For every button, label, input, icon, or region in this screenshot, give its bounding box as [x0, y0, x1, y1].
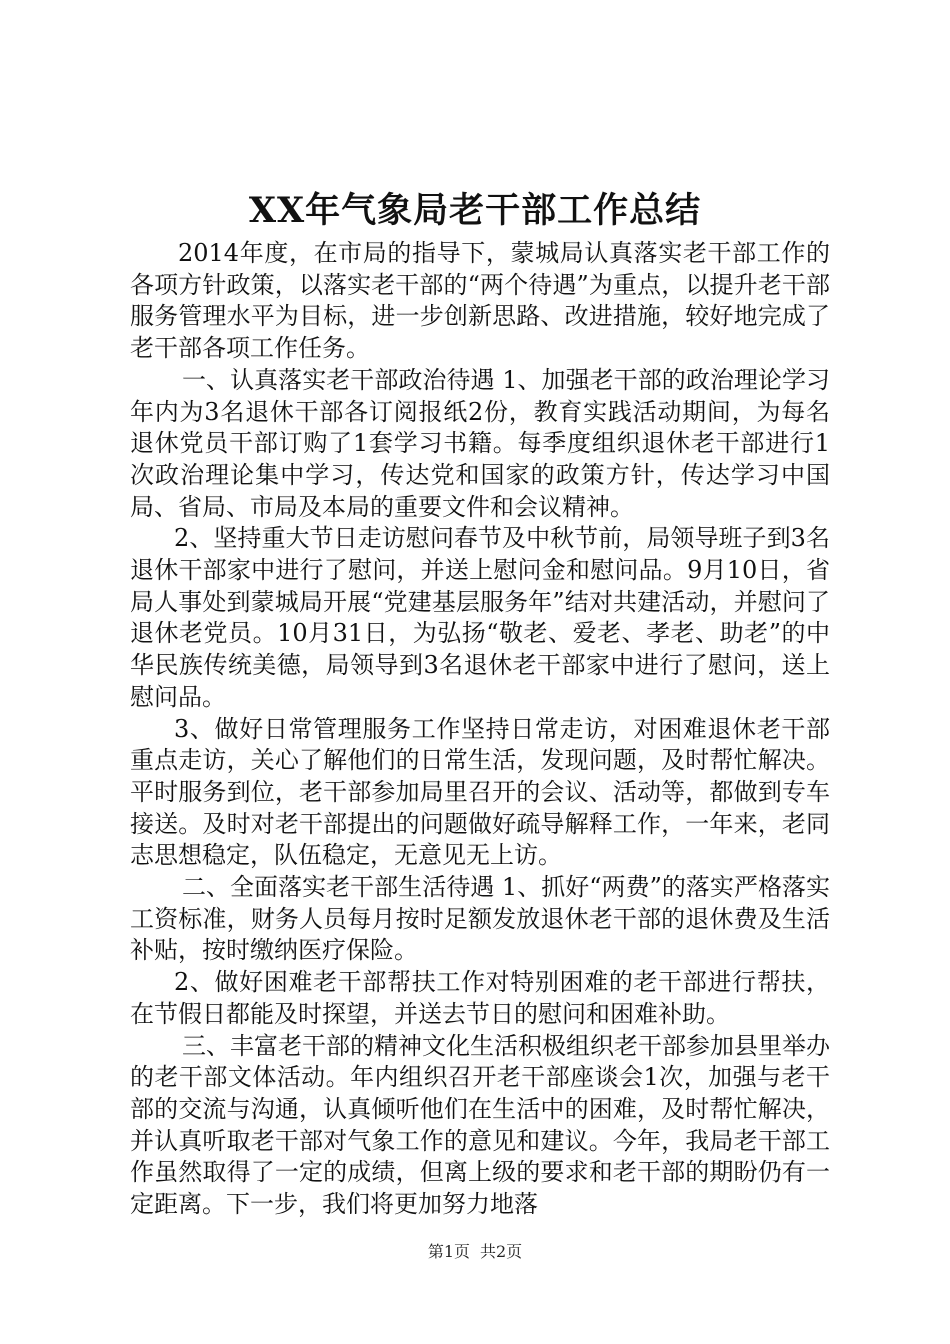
- paragraph-section-3: 三、丰富老干部的精神文化生活积极组织老干部参加县里举办的老干部文体活动。年内组织召开老干部座谈会1次，加强与老干部的交流与沟通，认真倾听他们在生活中的困难，及时帮忙解决，并认真听取老干部对气象工作的意见和建议。今年，我局老干部工作虽然取得了一定的成绩，但离上级的要求和老干部的期盼仍有一定距离。下一步，我们将更加努力地落: [130, 1031, 830, 1219]
- paragraph-section-1-item-3: 3、做好日常管理服务工作坚持日常走访，对困难退休老干部重点走访，关心了解他们的日常生活，发现问题，及时帮忙解决。平时服务到位，老干部参加局里召开的会议、活动等，都做到专车接送。及时对老干部提出的问题做好疏导解释工作，一年来，老同志思想稳定，队伍稳定，无意见无上访。: [130, 714, 830, 870]
- paragraph-intro: 2014年度，在市局的指导下，蒙城局认真落实老干部工作的各项方针政策，以落实老干部的“两个待遇”为重点，以提升老干部服务管理水平为目标，进一步创新思路、改进措施，较好地完成了老干部各项工作任务。: [130, 239, 830, 363]
- paragraph-section-2-item-2: 2、做好困难老干部帮扶工作对特别困难的老干部进行帮扶，在节假日都能及时探望，并送去节日的慰问和困难补助。: [130, 968, 830, 1028]
- document-title: XX年气象局老干部工作总结: [248, 190, 702, 231]
- page-footer: [0, 1242, 950, 1262]
- document-body: [130, 238, 830, 1221]
- paragraph-section-1-item-2: 2、坚持重大节日走访慰问春节及中秋节前，局领导班子到3名退休干部家中进行了慰问，并送上慰问金和慰问品。9月10日，省局人事处到蒙城局开展“党建基层服务年”结对共建活动，并慰问了退休老党员。10月31日，为弘扬“敬老、爱老、孝老、助老”的中华民族传统美德，局领导到3名退休老干部家中进行了慰问，送上慰问品。: [130, 524, 830, 711]
- paragraph-section-2: 二、全面落实老干部生活待遇 1、抓好“两费”的落实严格落实工资标准，财务人员每月按时足额发放退休老干部的退休费及生活补贴，按时缴纳医疗保险。: [130, 873, 830, 965]
- page-number: 第1页: [427, 1242, 470, 1261]
- paragraph-section-1: 一、认真落实老干部政治待遇 1、加强老干部的政治理论学习年内为3名退休干部各订阅报纸2份，教育实践活动期间，为每名退休党员干部订购了1套学习书籍。每季度组织退休老干部进行1次政治理论集中学习，传达党和国家的政策方针，传达学习中国局、省局、市局及本局的重要文件和会议精神。: [130, 365, 830, 521]
- page-total: 共2页: [480, 1242, 523, 1261]
